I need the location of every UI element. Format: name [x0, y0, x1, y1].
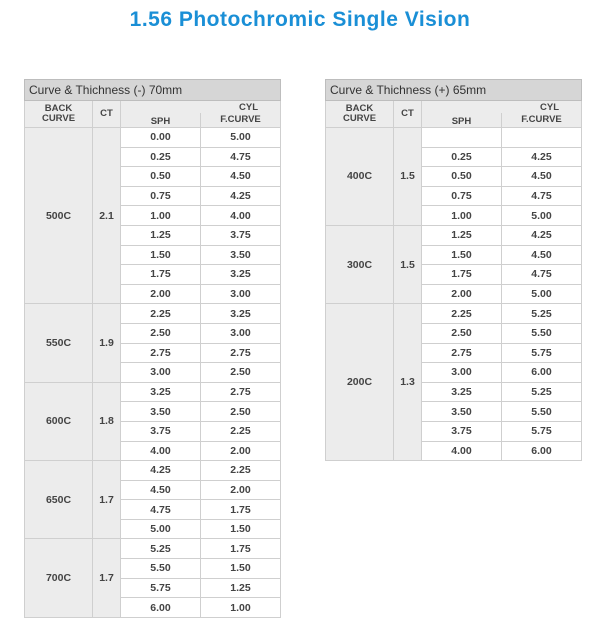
back-curve-cell: 550C: [25, 304, 93, 382]
sph-cell: 2.25: [422, 304, 502, 324]
table-row: [326, 128, 582, 148]
sph-cell: 4.50: [121, 480, 201, 500]
f-curve-cell: 2.50: [201, 402, 281, 422]
sph-cell: 1.25: [121, 225, 201, 245]
f-curve-cell: 1.75: [201, 500, 281, 520]
f-curve-cell: 5.25: [502, 304, 582, 324]
sph-cell: 3.25: [422, 382, 502, 402]
sph-cell: 1.50: [422, 245, 502, 265]
f-curve-cell: 1.50: [201, 559, 281, 579]
f-curve-cell: 1.50: [201, 519, 281, 539]
curve-thickness-plus-table: [325, 79, 582, 461]
sph-cell: 3.50: [121, 402, 201, 422]
back-curve-cell: 500C: [25, 128, 93, 304]
table-row: [326, 225, 582, 245]
f-curve-cell: 5.50: [502, 402, 582, 422]
sph-header: SPH: [422, 113, 502, 128]
sph-cell: 1.00: [121, 206, 201, 226]
f-curve-cell: 2.50: [201, 363, 281, 383]
back-curve-cell: 300C: [326, 225, 394, 303]
sph-cell: 4.00: [422, 441, 502, 461]
sph-cell: 2.25: [121, 304, 201, 324]
sph-cell: 1.50: [121, 245, 201, 265]
sph-cell: 2.50: [422, 323, 502, 343]
back-curve-cell: 400C: [326, 128, 394, 226]
f-curve-cell: 5.00: [201, 128, 281, 148]
back-curve-cell: 700C: [25, 539, 93, 617]
sph-cell: 2.00: [422, 284, 502, 304]
f-curve-cell: 5.50: [502, 323, 582, 343]
sph-header: SPH: [121, 113, 201, 128]
f-curve-cell: 2.75: [201, 343, 281, 363]
f-curve-cell: 4.50: [502, 167, 582, 187]
sph-cell: 1.75: [422, 265, 502, 285]
f-curve-cell: 4.25: [502, 147, 582, 167]
curve-thickness-minus-table: [24, 79, 281, 618]
sph-cell: 2.75: [121, 343, 201, 363]
sph-cell: 2.50: [121, 323, 201, 343]
sph-cell: 0.25: [422, 147, 502, 167]
f-curve-cell: 6.00: [502, 441, 582, 461]
f-curve-cell: 3.50: [201, 245, 281, 265]
f-curve-cell: 5.00: [502, 284, 582, 304]
ct-cell: 1.5: [394, 225, 422, 303]
f-curve-cell: 4.50: [201, 167, 281, 187]
f-curve-cell: 3.25: [201, 265, 281, 285]
ct-cell: 2.1: [93, 128, 121, 304]
f-curve-cell: 2.25: [201, 461, 281, 481]
back-curve-cell: 200C: [326, 304, 394, 461]
sph-cell: 5.25: [121, 539, 201, 559]
table-caption: Curve & Thichness (+) 65mm: [326, 80, 582, 101]
page-title: 1.56 Photochromic Single Vision: [129, 8, 471, 31]
f-curve-cell: 4.75: [502, 186, 582, 206]
sph-cell: 4.25: [121, 461, 201, 481]
table-header-row: [25, 101, 281, 113]
table-header-row: [326, 101, 582, 113]
f-curve-cell: 2.00: [201, 441, 281, 461]
sph-cell: 3.75: [121, 421, 201, 441]
ct-cell: 1.7: [93, 461, 121, 539]
sph-cell: 2.75: [422, 343, 502, 363]
f-curve-header: F.CURVE: [201, 113, 281, 128]
sph-cell: 3.25: [121, 382, 201, 402]
f-curve-header: F.CURVE: [502, 113, 582, 128]
sph-cell: 1.25: [422, 225, 502, 245]
f-curve-cell: 5.75: [502, 343, 582, 363]
back-curve-cell: 600C: [25, 382, 93, 460]
sph-cell: 0.25: [121, 147, 201, 167]
ct-header: CT: [394, 101, 422, 128]
sph-cell: 1.75: [121, 265, 201, 285]
ct-cell: 1.7: [93, 539, 121, 617]
cyl-header: CYL: [422, 101, 582, 113]
f-curve-cell: 4.00: [201, 206, 281, 226]
f-curve-cell: 5.25: [502, 382, 582, 402]
ct-cell: 1.3: [394, 304, 422, 461]
f-curve-cell: [502, 128, 582, 148]
sph-cell: 0.00: [121, 128, 201, 148]
table-row: [25, 382, 281, 402]
sph-cell: 4.00: [121, 441, 201, 461]
sph-cell: 6.00: [121, 598, 201, 618]
f-curve-cell: 1.75: [201, 539, 281, 559]
f-curve-cell: 3.75: [201, 225, 281, 245]
f-curve-cell: 4.50: [502, 245, 582, 265]
f-curve-cell: 3.25: [201, 304, 281, 324]
table-row: [326, 304, 582, 324]
f-curve-cell: 3.00: [201, 284, 281, 304]
f-curve-cell: 1.25: [201, 578, 281, 598]
sph-cell: 3.00: [121, 363, 201, 383]
f-curve-cell: 2.75: [201, 382, 281, 402]
table-caption-row: [25, 80, 281, 101]
f-curve-cell: 2.25: [201, 421, 281, 441]
sph-cell: 3.75: [422, 421, 502, 441]
f-curve-cell: 1.00: [201, 598, 281, 618]
sph-cell: 2.00: [121, 284, 201, 304]
table-caption: Curve & Thichness (-) 70mm: [25, 80, 281, 101]
table-row: [25, 461, 281, 481]
cyl-header: CYL: [121, 101, 281, 113]
sph-cell: [422, 128, 502, 148]
sph-cell: 3.00: [422, 363, 502, 383]
sph-cell: 5.75: [121, 578, 201, 598]
ct-cell: 1.8: [93, 382, 121, 460]
f-curve-cell: 6.00: [502, 363, 582, 383]
ct-header: CT: [93, 101, 121, 128]
sph-cell: 4.75: [121, 500, 201, 520]
f-curve-cell: 2.00: [201, 480, 281, 500]
back-curve-header: BACK CURVE: [25, 101, 93, 128]
f-curve-cell: 4.75: [502, 265, 582, 285]
sph-cell: 3.50: [422, 402, 502, 422]
table-row: [25, 304, 281, 324]
f-curve-cell: 4.25: [502, 225, 582, 245]
f-curve-cell: 3.00: [201, 323, 281, 343]
sph-cell: 0.75: [121, 186, 201, 206]
sph-cell: 1.00: [422, 206, 502, 226]
f-curve-cell: 4.75: [201, 147, 281, 167]
back-curve-header: BACK CURVE: [326, 101, 394, 128]
table-row: [25, 128, 281, 148]
sph-cell: 0.50: [422, 167, 502, 187]
ct-cell: 1.5: [394, 128, 422, 226]
sph-cell: 5.00: [121, 519, 201, 539]
sph-cell: 0.50: [121, 167, 201, 187]
sph-cell: 0.75: [422, 186, 502, 206]
f-curve-cell: 5.00: [502, 206, 582, 226]
ct-cell: 1.9: [93, 304, 121, 382]
back-curve-cell: 650C: [25, 461, 93, 539]
table-caption-row: [326, 80, 582, 101]
table-row: [25, 539, 281, 559]
f-curve-cell: 4.25: [201, 186, 281, 206]
sph-cell: 5.50: [121, 559, 201, 579]
f-curve-cell: 5.75: [502, 421, 582, 441]
